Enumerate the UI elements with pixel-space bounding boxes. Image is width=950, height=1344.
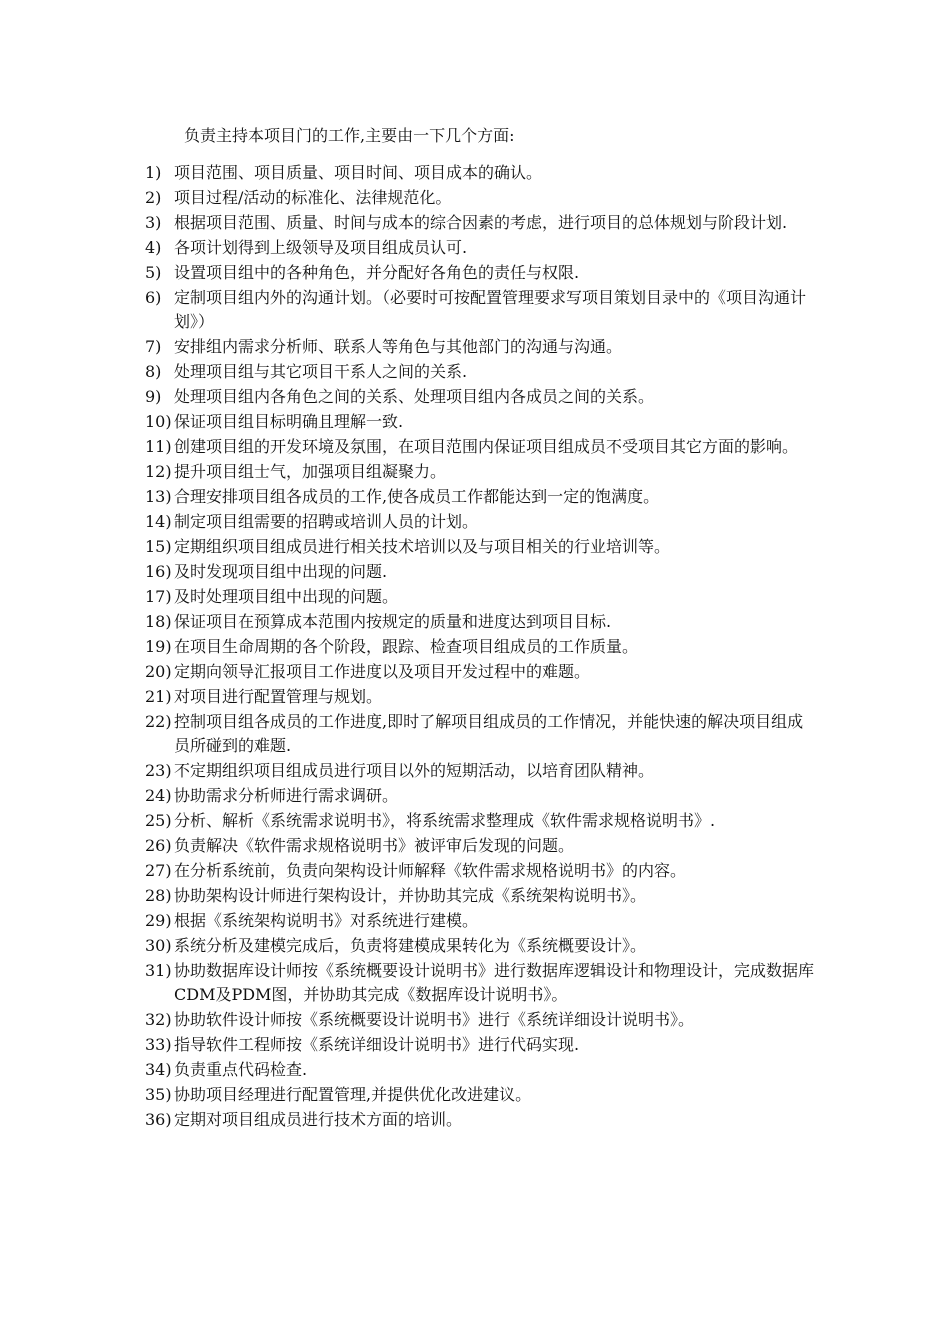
list-item bbox=[145, 585, 815, 609]
list-item-number: 14) bbox=[145, 512, 172, 531]
list-item-number: 32) bbox=[145, 1010, 172, 1029]
list-item-text: 保证项目组目标明确且理解一致. bbox=[174, 412, 404, 431]
list-item-number: 26) bbox=[145, 836, 172, 855]
list-item-number: 25) bbox=[145, 811, 172, 830]
list-item-number: 16) bbox=[145, 562, 172, 581]
list-item-number: 11) bbox=[145, 437, 172, 456]
list-item bbox=[145, 1033, 815, 1057]
list-item-number: 30) bbox=[145, 936, 172, 955]
list-item-text: 提升项目组士气，加强项目组凝聚力。 bbox=[174, 462, 447, 481]
list-item-text: 创建项目组的开发环境及氛围，在项目范围内保证项目组成员不受项目其它方面的影响。 bbox=[174, 437, 799, 456]
list-item bbox=[145, 485, 815, 509]
list-item bbox=[145, 1108, 815, 1132]
list-item-text: 对项目进行配置管理与规划。 bbox=[174, 687, 383, 706]
list-item-text: 协助数据库设计师按《系统概要设计说明书》进行数据库逻辑设计和物理设计，完成数据库CDM及PDM图，并协助其完成《数据库设计说明书》。 bbox=[174, 961, 815, 1004]
list-item bbox=[145, 834, 815, 858]
list-item bbox=[145, 660, 815, 684]
list-item-text: 设置项目组中的各种角色，并分配好各角色的责任与权限. bbox=[174, 263, 580, 282]
list-item-text: 协助需求分析师进行需求调研。 bbox=[174, 786, 399, 805]
list-item bbox=[145, 710, 815, 758]
list-item-text: 制定项目组需要的招聘或培训人员的计划。 bbox=[174, 512, 479, 531]
list-item bbox=[145, 510, 815, 534]
list-item-text: 系统分析及建模完成后，负责将建模成果转化为《系统概要设计》。 bbox=[174, 936, 647, 955]
list-item-number: 27) bbox=[145, 861, 172, 880]
list-item-number: 19) bbox=[145, 637, 172, 656]
list-item-text: 在分析系统前，负责向架构设计师解释《软件需求规格说明书》的内容。 bbox=[174, 861, 687, 880]
list-item-number: 24) bbox=[145, 786, 172, 805]
list-item-text: 协助架构设计师进行架构设计，并协助其完成《系统架构说明书》。 bbox=[174, 886, 647, 905]
list-item bbox=[145, 1008, 815, 1032]
list-item-text: 根据项目范围、质量、时间与成本的综合因素的考虑，进行项目的总体规划与阶段计划. bbox=[174, 213, 788, 232]
list-item-number: 15) bbox=[145, 537, 172, 556]
list-item bbox=[145, 161, 815, 185]
list-item-number: 1) bbox=[145, 163, 162, 182]
list-item bbox=[145, 959, 815, 1007]
list-item bbox=[145, 784, 815, 808]
list-item-number: 23) bbox=[145, 761, 172, 780]
list-item-text: 定期向领导汇报项目工作进度以及项目开发过程中的难题。 bbox=[174, 662, 591, 681]
list-item-text: 定制项目组内外的沟通计划。（必要时可按配置管理要求写项目策划目录中的《项目沟通计划》） bbox=[174, 288, 807, 331]
list-item bbox=[145, 635, 815, 659]
list-item-number: 4) bbox=[145, 238, 162, 257]
list-item-number: 8) bbox=[145, 362, 162, 381]
list-item bbox=[145, 335, 815, 359]
list-item-text: 定期对项目组成员进行技术方面的培训。 bbox=[174, 1110, 463, 1129]
list-item-text: 项目范围、项目质量、项目时间、项目成本的确认。 bbox=[174, 163, 543, 182]
list-item-text: 负责重点代码检查. bbox=[174, 1060, 308, 1079]
list-item bbox=[145, 859, 815, 883]
list-item bbox=[145, 1058, 815, 1082]
list-item-number: 9) bbox=[145, 387, 162, 406]
list-item-text: 保证项目在预算成本范围内按规定的质量和进度达到项目目标. bbox=[174, 612, 612, 631]
list-item bbox=[145, 286, 815, 334]
list-item-text: 各项计划得到上级领导及项目组成员认可. bbox=[174, 238, 468, 257]
list-item-number: 29) bbox=[145, 911, 172, 930]
list-item bbox=[145, 1083, 815, 1107]
list-item bbox=[145, 261, 815, 285]
list-item bbox=[145, 385, 815, 409]
list-item bbox=[145, 236, 815, 260]
list-item bbox=[145, 410, 815, 434]
list-item-number: 7) bbox=[145, 337, 162, 356]
list-item bbox=[145, 211, 815, 235]
list-item-number: 12) bbox=[145, 462, 172, 481]
list-item-text: 协助项目经理进行配置管理,并提供优化改进建议。 bbox=[174, 1085, 532, 1104]
list-item bbox=[145, 934, 815, 958]
list-item bbox=[145, 460, 815, 484]
list-item-text: 定期组织项目组成员进行相关技术培训以及与项目相关的行业培训等。 bbox=[174, 537, 671, 556]
list-item bbox=[145, 610, 815, 634]
list-item bbox=[145, 884, 815, 908]
list-item-text: 处理项目组内各角色之间的关系、处理项目组内各成员之间的关系。 bbox=[174, 387, 655, 406]
list-item-text: 负责解决《软件需求规格说明书》被评审后发现的问题。 bbox=[174, 836, 575, 855]
list-item-text: 在项目生命周期的各个阶段，跟踪、检查项目组成员的工作质量。 bbox=[174, 637, 639, 656]
intro-paragraph: 负责主持本项目门的工作,主要由一下几个方面: bbox=[184, 126, 515, 145]
list-item-number: 6) bbox=[145, 288, 162, 307]
list-item-number: 31) bbox=[145, 961, 172, 980]
list-item-number: 21) bbox=[145, 687, 172, 706]
list-item-text: 不定期组织项目组成员进行项目以外的短期活动，以培育团队精神。 bbox=[174, 761, 655, 780]
list-item-number: 3) bbox=[145, 213, 162, 232]
list-item-number: 17) bbox=[145, 587, 172, 606]
list-item-number: 35) bbox=[145, 1085, 172, 1104]
list-item-number: 2) bbox=[145, 188, 162, 207]
list-item-text: 合理安排项目组各成员的工作,使各成员工作都能达到一定的饱满度。 bbox=[174, 487, 660, 506]
list-item-number: 18) bbox=[145, 612, 172, 631]
list-item-text: 根据《系统架构说明书》对系统进行建模。 bbox=[174, 911, 479, 930]
list-item-number: 5) bbox=[145, 263, 162, 282]
list-item-number: 13) bbox=[145, 487, 172, 506]
list-item-text: 分析、解析《系统需求说明书》，将系统需求整理成《软件需求规格说明书》. bbox=[174, 811, 716, 830]
list-item-text: 控制项目组各成员的工作进度,即时了解项目组成员的工作情况，并能快速的解决项目组成员所碰到的难题. bbox=[174, 712, 804, 755]
list-item-text: 安排组内需求分析师、联系人等角色与其他部门的沟通与沟通。 bbox=[174, 337, 623, 356]
list-item-text: 项目过程/活动的标准化、法律规范化。 bbox=[174, 188, 452, 207]
list-item-number: 28) bbox=[145, 886, 172, 905]
list-item bbox=[145, 909, 815, 933]
list-item-text: 指导软件工程师按《系统详细设计说明书》进行代码实现. bbox=[174, 1035, 580, 1054]
list-item bbox=[145, 186, 815, 210]
list-item-number: 22) bbox=[145, 712, 172, 731]
list-item-text: 处理项目组与其它项目干系人之间的关系. bbox=[174, 362, 468, 381]
list-item bbox=[145, 535, 815, 559]
list-item bbox=[145, 759, 815, 783]
duty-list bbox=[145, 161, 815, 1133]
list-item bbox=[145, 685, 815, 709]
list-item-text: 及时发现项目组中出现的问题. bbox=[174, 562, 388, 581]
list-item-number: 33) bbox=[145, 1035, 172, 1054]
list-item-text: 及时处理项目组中出现的问题。 bbox=[174, 587, 399, 606]
list-item bbox=[145, 809, 815, 833]
list-item bbox=[145, 435, 815, 459]
list-item-number: 34) bbox=[145, 1060, 172, 1079]
list-item-number: 36) bbox=[145, 1110, 172, 1129]
list-item bbox=[145, 560, 815, 584]
list-item-number: 10) bbox=[145, 412, 172, 431]
list-item-number: 20) bbox=[145, 662, 172, 681]
list-item-text: 协助软件设计师按《系统概要设计说明书》进行《系统详细设计说明书》。 bbox=[174, 1010, 695, 1029]
list-item bbox=[145, 360, 815, 384]
